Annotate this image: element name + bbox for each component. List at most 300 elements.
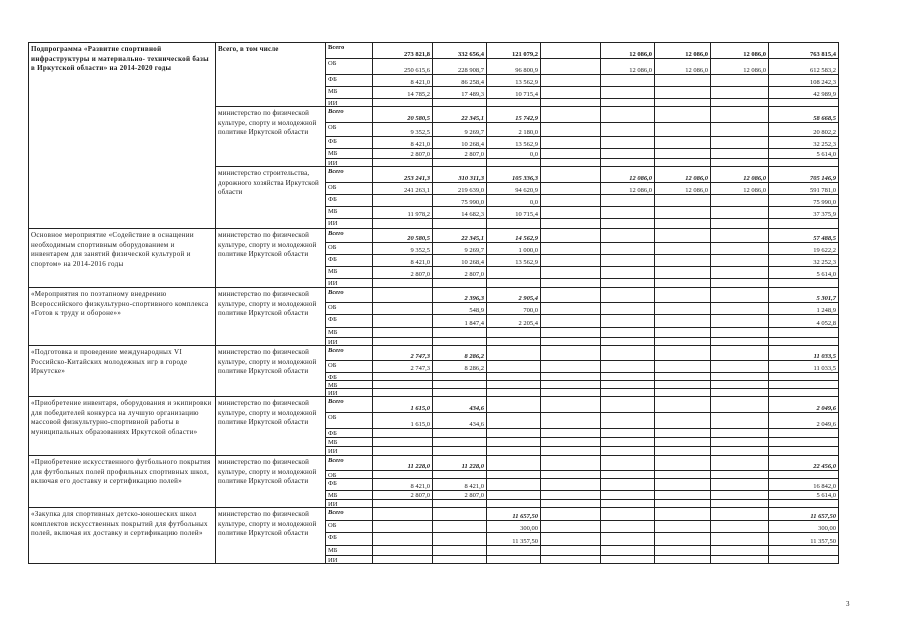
value-cell [769, 447, 839, 456]
value-cell [373, 381, 433, 389]
value-cell [433, 123, 487, 137]
value-cell [433, 99, 487, 107]
value-cell [655, 167, 711, 183]
value-cell [769, 279, 839, 288]
value-cell [433, 59, 487, 75]
value-cell [711, 75, 769, 87]
value-cell [655, 288, 711, 303]
value-cell [769, 413, 839, 429]
value-cell [541, 303, 601, 315]
value-cell [541, 447, 601, 456]
value-cell [541, 207, 601, 219]
value-cell [433, 500, 487, 508]
value-cell [541, 413, 601, 429]
value: 20 580,5 [407, 235, 430, 242]
value-cell [433, 556, 487, 564]
value-cell [601, 195, 655, 207]
value: 8 421,0 [410, 141, 430, 148]
value-cell [487, 267, 541, 279]
value-cell [655, 219, 711, 229]
value-cell [769, 389, 839, 397]
value-cell [711, 149, 769, 159]
value: 273 821,8 [404, 51, 430, 58]
value-cell [541, 107, 601, 123]
funding-source: ИИ [328, 220, 338, 227]
value-cell [433, 195, 487, 207]
value-cell [541, 267, 601, 279]
program-name-cell [29, 508, 216, 564]
funding-source: ИИ [328, 280, 338, 287]
value-cell [433, 87, 487, 99]
value-cell [655, 303, 711, 315]
value: 9 269,7 [464, 247, 484, 254]
value-cell [433, 137, 487, 149]
value-cell [487, 373, 541, 381]
value-cell [655, 99, 711, 107]
value-cell [601, 521, 655, 533]
value-cell [711, 99, 769, 107]
funding-source-cell [326, 123, 373, 137]
program-name-cell [29, 43, 216, 229]
value: 75 990,0 [461, 199, 484, 206]
value-cell [655, 279, 711, 288]
value-cell [769, 243, 839, 255]
value-cell [433, 315, 487, 328]
value-cell [541, 491, 601, 500]
value-cell [769, 207, 839, 219]
program-name: «Мероприятия по поэтапному внедрению Всероссийского физкультурно-спортивного комплекса «Готов к труду и обороне»» [31, 290, 209, 317]
funding-source-cell [326, 438, 373, 447]
funding-source-cell [326, 328, 373, 338]
value-cell [487, 491, 541, 500]
funding-source: ФБ [328, 534, 337, 541]
funding-source: ФБ [328, 316, 337, 323]
funding-source: ФБ [328, 76, 337, 83]
value-cell [373, 361, 433, 373]
funding-source: ИИ [328, 557, 338, 564]
value-cell [769, 303, 839, 315]
value-cell [711, 500, 769, 508]
value-cell [373, 229, 433, 243]
responsible-org: министерство по физической культуре, спорту и молодежной политике Иркутской области [218, 458, 317, 485]
funding-source: Всего [328, 108, 344, 115]
value-cell [487, 99, 541, 107]
value-cell [373, 288, 433, 303]
value-cell [711, 373, 769, 381]
value: 22 345,1 [461, 115, 484, 122]
value: 1 847,4 [464, 320, 484, 327]
funding-source-cell [326, 255, 373, 267]
value-cell [711, 315, 769, 328]
funding-source: ФБ [328, 256, 337, 263]
value-cell [433, 219, 487, 229]
value-cell [655, 491, 711, 500]
value: 11 357,50 [810, 538, 836, 545]
value-cell [487, 159, 541, 167]
funding-source: ОБ [328, 244, 337, 251]
value-cell [373, 508, 433, 521]
responsible-org: министерство строительства, дорожного хозяйства Иркутской области [218, 169, 319, 196]
funding-source-cell [326, 43, 373, 59]
value: 253 241,3 [404, 175, 430, 182]
value-cell [487, 303, 541, 315]
funding-source-cell [326, 195, 373, 207]
value-cell [433, 389, 487, 397]
value-cell [541, 521, 601, 533]
program-name-cell [29, 397, 216, 456]
funding-source: МБ [328, 382, 338, 389]
value-cell [487, 315, 541, 328]
value-cell [487, 508, 541, 521]
program-name: «Приобретение искусственного футбольного покрытия для футбольных полей профильных спортивных школ, включая его доставку и сертификацию полей» [31, 458, 211, 485]
value-cell [711, 413, 769, 429]
value-cell [601, 556, 655, 564]
value-cell [433, 491, 487, 500]
value: 612 583,2 [810, 67, 836, 74]
value-cell [541, 229, 601, 243]
value-cell [769, 137, 839, 149]
value: 13 562,9 [515, 79, 538, 86]
value: 2 807,0 [464, 271, 484, 278]
responsible-org: министерство по физической культуре, спорту и молодежной политике Иркутской области [218, 399, 317, 426]
value-cell [601, 413, 655, 429]
value-cell [373, 315, 433, 328]
value: 2 807,0 [464, 492, 484, 499]
value: 121 079,2 [512, 51, 538, 58]
value-cell [487, 229, 541, 243]
value-cell [541, 315, 601, 328]
funding-source-cell [326, 137, 373, 149]
value-cell [487, 195, 541, 207]
value-cell [655, 43, 711, 59]
value-cell [601, 479, 655, 491]
value-cell [373, 373, 433, 381]
value-cell [433, 243, 487, 255]
value: 2 205,4 [518, 320, 538, 327]
value: 12 086,0 [685, 187, 708, 194]
value-cell [601, 137, 655, 149]
value-cell [487, 479, 541, 491]
value-cell [769, 533, 839, 546]
value-cell [373, 183, 433, 195]
value-cell [601, 149, 655, 159]
program-name: Подпрограмма «Развитие спортивной инфраструктуры и материально- технической базы в Иркутской области» на 2014-2020 годы [31, 45, 209, 72]
value-cell [433, 159, 487, 167]
program-name-cell [29, 346, 216, 397]
value-cell [655, 183, 711, 195]
value-cell [373, 279, 433, 288]
value-cell [487, 546, 541, 556]
value: 219 639,0 [458, 187, 484, 194]
value-cell [541, 361, 601, 373]
value-cell [711, 521, 769, 533]
value-cell [655, 328, 711, 338]
funding-source: ОБ [328, 472, 337, 479]
value-cell [711, 447, 769, 456]
value-cell [655, 533, 711, 546]
value-cell [655, 447, 711, 456]
value: 105 336,3 [512, 175, 538, 182]
value: 9 352,5 [410, 247, 430, 254]
value-cell [601, 361, 655, 373]
value-cell [655, 149, 711, 159]
value: 2 807,0 [410, 271, 430, 278]
value-cell [655, 123, 711, 137]
value-cell [433, 471, 487, 479]
value-cell [711, 207, 769, 219]
value-cell [541, 288, 601, 303]
value-cell [541, 195, 601, 207]
value-cell [487, 59, 541, 75]
value: 19 622,2 [813, 247, 836, 254]
value-cell [655, 255, 711, 267]
value-cell [487, 243, 541, 255]
value-cell [487, 149, 541, 159]
funding-source-cell [326, 59, 373, 75]
funding-source: ФБ [328, 374, 337, 381]
value-cell [769, 381, 839, 389]
value: 13 562,9 [515, 259, 538, 266]
value-cell [711, 479, 769, 491]
value-cell [541, 397, 601, 413]
funding-source: Всего [328, 289, 344, 296]
funding-source: Всего [328, 347, 344, 354]
value-cell [655, 267, 711, 279]
value-cell [601, 471, 655, 479]
value-cell [541, 59, 601, 75]
value: 228 908,7 [458, 67, 484, 74]
value-cell [541, 546, 601, 556]
value-cell [433, 255, 487, 267]
value-cell [711, 159, 769, 167]
value-cell [711, 456, 769, 471]
value: 8 286,2 [464, 353, 484, 360]
value-cell [601, 389, 655, 397]
value-cell [769, 361, 839, 373]
value-cell [769, 255, 839, 267]
funding-source-cell [326, 159, 373, 167]
value-cell [433, 533, 487, 546]
value-cell [711, 137, 769, 149]
value-cell [711, 255, 769, 267]
value-cell [655, 361, 711, 373]
funding-source: Всего [328, 457, 344, 464]
value-cell [601, 288, 655, 303]
value-cell [373, 546, 433, 556]
value: 332 656,4 [458, 51, 484, 58]
value-cell [487, 438, 541, 447]
value-cell [433, 167, 487, 183]
value: 11 357,50 [512, 538, 538, 545]
value: 22 345,1 [461, 235, 484, 242]
value-cell [433, 479, 487, 491]
value-cell [711, 183, 769, 195]
value: 548,9 [469, 307, 484, 314]
funding-source: ФБ [328, 430, 337, 437]
value: 0,0 [529, 199, 538, 206]
value-cell [487, 107, 541, 123]
value-cell [711, 546, 769, 556]
value-cell [711, 279, 769, 288]
responsible-org: Всего, в том числе [218, 45, 279, 53]
value-cell [655, 373, 711, 381]
value-cell [655, 381, 711, 389]
value-cell [711, 438, 769, 447]
value-cell [711, 346, 769, 361]
value-cell [711, 556, 769, 564]
funding-source: ФБ [328, 196, 337, 203]
value-cell [769, 500, 839, 508]
value-cell [487, 288, 541, 303]
value: 42 989,9 [813, 91, 836, 98]
value-cell [487, 389, 541, 397]
value-cell [373, 219, 433, 229]
value-cell [487, 397, 541, 413]
value-cell [373, 87, 433, 99]
value-cell [541, 438, 601, 447]
value: 14 682,3 [461, 211, 484, 218]
value: 1 615,0 [410, 405, 430, 412]
value: 14 785,2 [407, 91, 430, 98]
value-cell [601, 167, 655, 183]
value: 11 657,50 [810, 513, 836, 520]
value-cell [655, 137, 711, 149]
value-cell [373, 149, 433, 159]
value-cell [433, 288, 487, 303]
value: 22 456,0 [813, 463, 836, 470]
responsible-cell [216, 456, 326, 508]
value: 12 086,0 [743, 51, 766, 58]
responsible-cell [216, 397, 326, 456]
funding-source-cell [326, 429, 373, 438]
funding-source-cell [326, 556, 373, 564]
value-cell [433, 207, 487, 219]
funding-source-cell [326, 413, 373, 429]
value: 16 842,0 [813, 483, 836, 490]
value-cell [601, 328, 655, 338]
funding-source-cell [326, 107, 373, 123]
funding-source-cell [326, 267, 373, 279]
value: 12 086,0 [629, 67, 652, 74]
value-cell [655, 315, 711, 328]
value-cell [541, 255, 601, 267]
value-cell [541, 471, 601, 479]
value: 12 086,0 [685, 175, 708, 182]
value: 2 807,0 [410, 492, 430, 499]
value: 11 228,0 [407, 463, 430, 470]
value-cell [433, 279, 487, 288]
value-cell [601, 491, 655, 500]
value-cell [769, 491, 839, 500]
value-cell [373, 99, 433, 107]
funding-source: ФБ [328, 138, 337, 145]
value: 2 049,6 [816, 421, 836, 428]
value-cell [601, 59, 655, 75]
value-cell [541, 456, 601, 471]
value-cell [487, 413, 541, 429]
value: 0,0 [529, 151, 538, 158]
value: 5 614,0 [816, 492, 836, 499]
value-cell [655, 159, 711, 167]
funding-source: ОБ [328, 304, 337, 311]
responsible-org: министерство по физической культуре, спорту и молодежной политике Иркутской области [218, 109, 317, 136]
program-name-cell [29, 456, 216, 508]
value-cell [711, 429, 769, 438]
funding-source: Всего [328, 230, 344, 237]
value-cell [373, 500, 433, 508]
value-cell [433, 267, 487, 279]
program-name: «Подготовка и проведение международных VI Российско-Китайских молодежных игр в городе Иркутске» [31, 348, 188, 375]
value-cell [769, 107, 839, 123]
value: 12 086,0 [743, 67, 766, 74]
value-cell [541, 338, 601, 346]
value: 434,6 [469, 405, 484, 412]
value-cell [487, 556, 541, 564]
value: 17 489,3 [461, 91, 484, 98]
value: 12 086,0 [743, 175, 766, 182]
value-cell [487, 361, 541, 373]
value-cell [373, 346, 433, 361]
funding-source: МБ [328, 492, 338, 499]
value: 705 146,9 [810, 175, 836, 182]
value-cell [769, 456, 839, 471]
value-cell [373, 389, 433, 397]
value: 8 421,0 [410, 259, 430, 266]
funding-source-cell [326, 315, 373, 328]
page-number: 3 [846, 600, 850, 608]
value-cell [769, 429, 839, 438]
value-cell [601, 229, 655, 243]
value-cell [601, 546, 655, 556]
value: 2 396,3 [464, 295, 484, 302]
funding-source-cell [326, 207, 373, 219]
value-cell [711, 508, 769, 521]
value-cell [433, 438, 487, 447]
funding-source: ИИ [328, 160, 338, 167]
value-cell [655, 397, 711, 413]
value: 250 615,6 [404, 67, 430, 74]
value-cell [373, 243, 433, 255]
funding-source-cell [326, 500, 373, 508]
value-cell [373, 159, 433, 167]
funding-source-cell [326, 361, 373, 373]
value-cell [769, 328, 839, 338]
value-cell [487, 500, 541, 508]
value: 763 815,4 [810, 51, 836, 58]
value: 13 562,9 [515, 141, 538, 148]
value-cell [373, 429, 433, 438]
value-cell [373, 471, 433, 479]
value-cell [655, 243, 711, 255]
program-name: Основное мероприятие «Содействие в оснащении необходимым спортивным оборудованием и инвентарем для занятий физической культурой и спортом» на 2014-2016 годы [31, 231, 194, 268]
value-cell [541, 123, 601, 137]
value: 2 747,3 [410, 353, 430, 360]
program-name-cell [29, 288, 216, 346]
value-cell [769, 315, 839, 328]
value-cell [769, 508, 839, 521]
program-name: «Закупка для спортивных детско-юношеских школ комплектов искусственных покрытий для футбольных полей, включая их доставку и сертификацию полей» [31, 510, 208, 537]
value: 15 742,9 [515, 115, 538, 122]
value-cell [601, 87, 655, 99]
value-cell [487, 207, 541, 219]
value-cell [433, 508, 487, 521]
funding-source-cell [326, 389, 373, 397]
funding-source-cell [326, 491, 373, 500]
funding-source-cell [326, 373, 373, 381]
value: 8 286,2 [464, 365, 484, 372]
value-cell [487, 521, 541, 533]
value-cell [711, 107, 769, 123]
